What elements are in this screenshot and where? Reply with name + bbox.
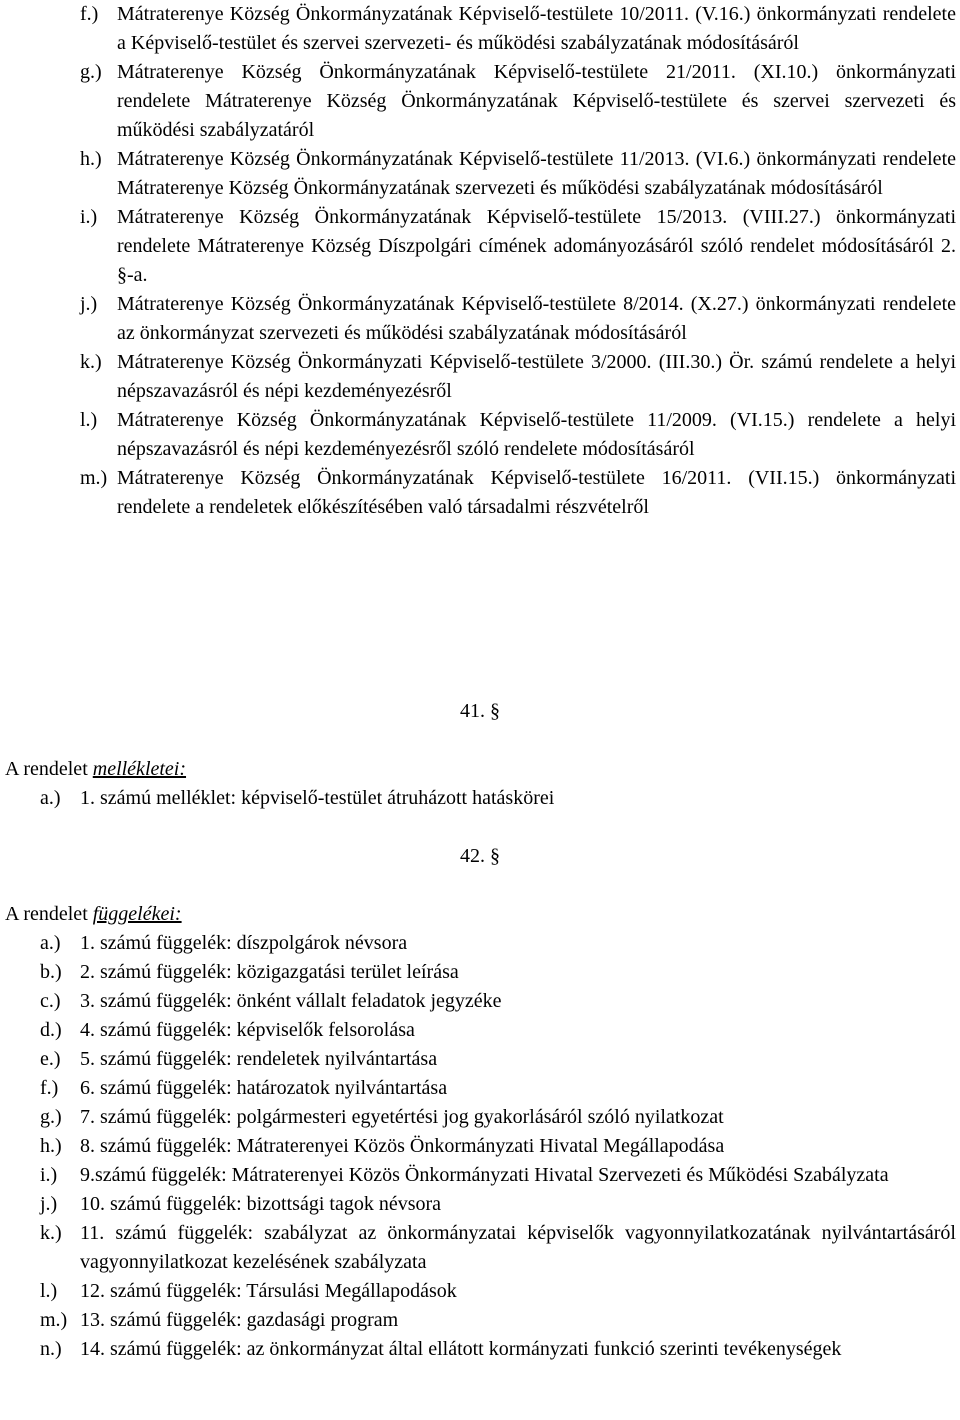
- item-label: h.): [40, 1135, 62, 1157]
- item-label: g.): [40, 1106, 62, 1128]
- list-item: [40, 929, 956, 958]
- list-item: [80, 0, 956, 58]
- item-label: i.): [40, 1164, 58, 1186]
- label-emphasis: mellékletei:: [92, 758, 187, 780]
- list-item: [40, 1103, 956, 1132]
- item-text: Mátraterenye Község Önkormányzatának Képviselő-testülete 11/2009. (VI.15.) rendelete a helyi népszavazásról és népi kezdeményezésről szóló rendelete módosításáról: [117, 409, 956, 460]
- list-item: [40, 1074, 956, 1103]
- item-label: g.): [80, 61, 102, 83]
- list-item: [40, 958, 956, 987]
- list-item: [40, 987, 956, 1016]
- label-prefix: A rendelet: [5, 758, 93, 780]
- item-text: 8. számú függelék: Mátraterenyei Közös Önkormányzati Hivatal Megállapodása: [80, 1135, 725, 1157]
- item-text: 11. számú függelék: szabályzat az önkormányzatai képviselők vagyonnyilatkozatának nyilvántartásáról vagyonnyilatkozat kezelésének szabályzata: [80, 1222, 956, 1273]
- label-emphasis: függelékei:: [92, 903, 182, 925]
- list-item: [40, 1045, 956, 1074]
- item-text: 13. számú függelék: gazdasági program: [80, 1309, 399, 1331]
- item-text: Mátraterenye Község Önkormányzatának Képviselő-testülete 21/2011. (XI.10.) önkormányzati rendelete Mátraterenye Község Önkormányzatának Képviselő-testülete és szervei szervezeti és működési szabályzatáról: [117, 61, 956, 141]
- item-label: n.): [40, 1338, 62, 1360]
- list-item: [40, 1335, 956, 1364]
- item-label: c.): [40, 990, 61, 1012]
- item-text: 2. számú függelék: közigazgatási terület leírása: [80, 961, 459, 983]
- item-text: Mátraterenye Község Önkormányzatának Képviselő-testülete 16/2011. (VII.15.) önkormányzati rendelete a rendeletek előkészítésében való társadalmi részvételről: [117, 467, 956, 518]
- item-text: 12. számú függelék: Társulási Megállapodások: [80, 1280, 457, 1302]
- annexes-label: [5, 755, 186, 784]
- item-label: b.): [40, 961, 62, 983]
- item-label: h.): [80, 148, 102, 170]
- item-text: 6. számú függelék: határozatok nyilvántartása: [80, 1077, 448, 1099]
- item-text: 1. számú függelék: díszpolgárok névsora: [80, 932, 408, 954]
- item-text: 3. számú függelék: önként vállalt feladatok jegyzéke: [80, 990, 502, 1012]
- item-text: 10. számú függelék: bizottsági tagok névsora: [80, 1193, 442, 1215]
- item-label: j.): [40, 1193, 58, 1215]
- item-label: i.): [80, 206, 98, 228]
- list-item: [40, 1016, 956, 1045]
- list-item: [40, 1132, 956, 1161]
- item-label: e.): [40, 1048, 61, 1070]
- item-label: j.): [80, 293, 98, 315]
- item-label: k.): [80, 351, 102, 373]
- item-label: l.): [40, 1280, 58, 1302]
- appendices-list: [40, 929, 956, 1364]
- item-text: 7. számú függelék: polgármesteri egyetértési jog gyakorlásáról szóló nyilatkozat: [80, 1106, 724, 1128]
- list-item: [80, 290, 956, 348]
- annexes-list: [40, 784, 956, 813]
- item-text: Mátraterenye Község Önkormányzatának Képviselő-testülete 10/2011. (V.16.) önkormányzati rendelete a Képviselő-testület és szervei szervezeti- és működési szabályzatának módosításáról: [117, 3, 956, 54]
- label-prefix: A rendelet: [5, 903, 93, 925]
- item-text: 4. számú függelék: képviselők felsorolása: [80, 1019, 415, 1041]
- list-item: [40, 1190, 956, 1219]
- item-text: Mátraterenye Község Önkormányzatának Képviselő-testülete 8/2014. (X.27.) önkormányzati rendelete az önkormányzat szervezeti és működési szabályzatának módosításáról: [117, 293, 956, 344]
- repealed-regulations-list: [80, 0, 956, 522]
- item-text: 14. számú függelék: az önkormányzat által ellátott kormányzati funkció szerinti tevékenységek: [80, 1338, 842, 1360]
- item-text: Mátraterenye Község Önkormányzatának Képviselő-testülete 11/2013. (VI.6.) önkormányzati rendelete Mátraterenye Község Önkormányzatának szervezeti és működési szabályzatának módosításáról: [117, 148, 956, 199]
- list-item: [80, 145, 956, 203]
- appendices-label: [5, 900, 182, 929]
- item-text: 1. számú melléklet: képviselő-testület átruházott hatáskörei: [80, 787, 555, 809]
- list-item: [40, 1219, 956, 1277]
- list-item: [40, 1277, 956, 1306]
- item-label: f.): [80, 3, 99, 25]
- list-item: [40, 784, 956, 813]
- list-item: [40, 1161, 956, 1190]
- item-label: k.): [40, 1222, 62, 1244]
- item-label: a.): [40, 932, 61, 954]
- list-item: [80, 58, 956, 145]
- list-item: [80, 203, 956, 290]
- item-label: a.): [40, 787, 61, 809]
- item-label: l.): [80, 409, 98, 431]
- list-item: [40, 1306, 956, 1335]
- item-text: 5. számú függelék: rendeletek nyilvántartása: [80, 1048, 438, 1070]
- item-label: m.): [80, 467, 108, 489]
- item-label: m.): [40, 1309, 68, 1331]
- section-42-heading: 42. §: [460, 845, 500, 867]
- item-text: Mátraterenye Község Önkormányzatának Képviselő-testülete 15/2013. (VIII.27.) önkormányzati rendelete Mátraterenye Község Díszpolgári címének adományozásáról szóló rendelet módosításáról 2. §-a.: [117, 206, 956, 286]
- item-label: d.): [40, 1019, 62, 1041]
- item-text: 9.számú függelék: Mátraterenyei Közös Önkormányzati Hivatal Szervezeti és Működési Szabályzata: [80, 1164, 889, 1186]
- list-item: [80, 406, 956, 464]
- item-text: Mátraterenye Község Önkormányzati Képviselő-testülete 3/2000. (III.30.) Ör. számú rendelete a helyi népszavazásról és népi kezdeményezésről: [117, 351, 956, 402]
- list-item: [80, 348, 956, 406]
- item-label: f.): [40, 1077, 59, 1099]
- list-item: [80, 464, 956, 522]
- section-41-heading: 41. §: [460, 700, 500, 722]
